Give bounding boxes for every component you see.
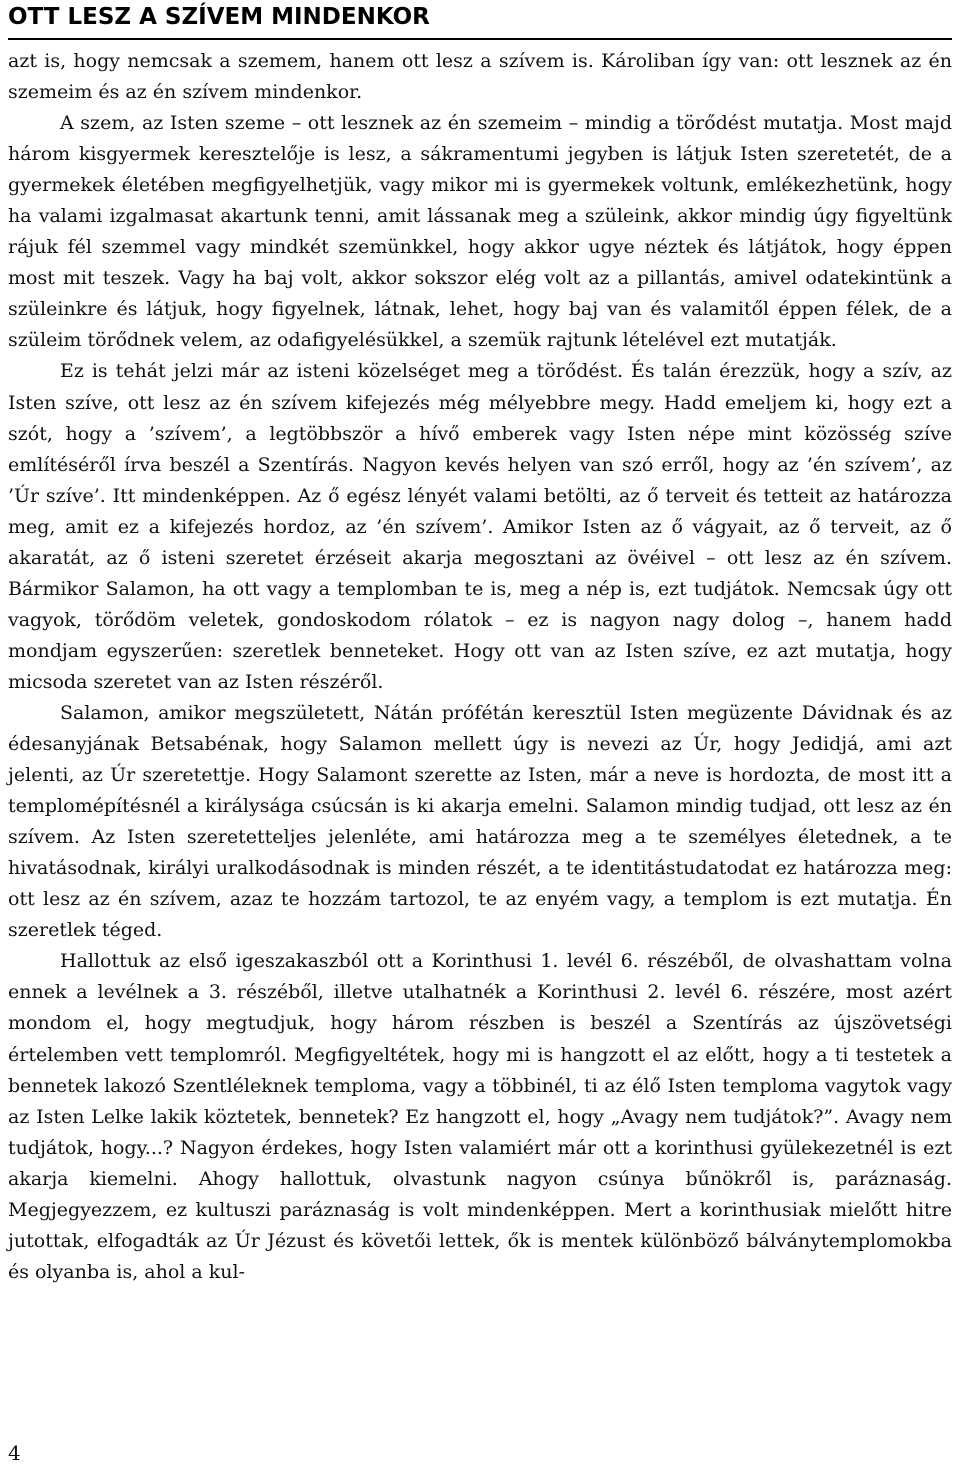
paragraph: azt is, hogy nemcsak a szemem, hanem ott lesz a szívem is. Károliban így van: ott lesznek az én szemeim és az én szívem mindenkor. (8, 50, 952, 104)
paragraph: Hallottuk az első igeszakaszból ott a Korinthusi 1. levél 6. részéből, de olvashattam volna ennek a levélnek a 3. részéből, illetve utalhatnék a Korinthusi 2. levél 6. részére, most azért mondom el, hogy megtudjuk, hogy három részben is beszél a Szentírás az újszövetségi értelemben vett templomról. Megfigyeltétek, hogy mi is hangzott el az előtt, hogy a ti testetek a bennetek lakozó Szentléleknek temploma, vagy a többinél, ti az élő Isten temploma vagytok vagy az Isten Lelke lakik köztetek, bennetek? Ez hangzott el, hogy „Avagy nem tudjátok?”. Avagy nem tudjátok, hogy...? Nagyon érdekes, hogy Isten valamiért már ott a korinthusi gyülekezetnél is ezt akarja kiemelni. Ahogy hallottuk, olvastunk nagyon csúnya bűnökről is, paráznaság. Megjegyezzem, ez kultuszi paráznaság is volt mindenképpen. Mert a korinthusiak mielőtt hitre jutottak, elfogadták az Úr Jézust és követői lettek, ők is mentek különböző bálványtemplomokba és olyanba is, ahol a kul- (8, 950, 952, 1283)
page-header (8, 0, 952, 40)
page-title: OTT LESZ A SZÍVEM MINDENKOR (8, 4, 430, 30)
body-text (8, 46, 952, 1288)
paragraph: A szem, az Isten szeme – ott lesznek az én szemeim – mindig a törődést mutatja. Most majd három kisgyermek keresztelője is lesz, a sákramentumi jegyben is látjuk Isten szeretetét, de a gyermekek életében megfigyelhetjük, vagy mikor mi is gyermekek voltunk, emlékezhetünk, hogy ha valami izgalmasat akartunk tenni, amit lássanak meg a szüleink, akkor mindig úgy figyeltünk rájuk fél szemmel vagy mindkét szemünkkel, hogy akkor ugye néztek és látjátok, hogy éppen most mit teszek. Vagy ha baj volt, akkor sokszor elég volt az a pillantás, amivel odatekintünk a szüleinkre és látjuk, hogy figyelnek, látnak, lehet, hogy baj van és valamitől éppen félek, de a szüleim törődnek velem, az odafigyelésükkel, a szemük rajtunk lételével ezt mutatják. (8, 112, 952, 352)
paragraph: Salamon, amikor megszületett, Nátán prófétán keresztül Isten megüzente Dávidnak és az édesanyjának Betsabénak, hogy Salamon mellett úgy is nevezi az Úr, hogy Jedidjá, ami azt jelenti, az Úr szeretettje. Hogy Salamont szerette az Isten, már a neve is hordozta, de most itt a templomépítésnél a királysága csúcsán is ki akarja emelni. Salamon mindig tudjad, ott lesz az én szívem. Az Isten szeretetteljes jelenléte, ami határozza meg a te személyes életednek, a te hivatásodnak, királyi uralkodásodnak is minden részét, a te identitástudatodat ez határozza meg: ott lesz az én szívem, azaz te hozzám tartozol, te az enyém vagy, a templom is ezt mutatja. Én szeretlek téged. (8, 701, 952, 942)
page-number: 4 (8, 1441, 21, 1465)
paragraph: Ez is tehát jelzi már az isteni közelséget meg a törődést. És talán érezzük, hogy a szív, az Isten szíve, ott lesz az én szívem kifejezés még mélyebbre megy. Hadd emeljem ki, hogy ezt a szót, hogy a ’szívem’, a legtöbbször a hívő emberek vagy Isten népe mint közösség szíve említéséről írva beszél a Szentírás. Nagyon kevés helyen van szó erről, hogy az ’én szívem’, az ’Úr szíve’. Itt mindenképpen. Az ő egész lényét valami betölti, az ő terveit és tetteit az határozza meg, amit ez a kifejezés hordoz, az ’én szívem’. Amikor Isten az ő vágyait, az ő terveit, az ő akaratát, az ő isteni szeretet érzéseit akarja megosztani az övéivel – ott lesz az én szívem. Bármikor Salamon, ha ott vagy a templomban te is, meg a nép is, ezt tudjátok. Nemcsak úgy ott vagyok, törődöm veletek, gondoskodom rólatok – ez is nagyon nagy dolog –, hanem hadd mondjam egyszerűen: szeretlek benneteket. Hogy ott van az Isten szíve, ez azt mutatja, hogy micsoda szeretet van az Isten részéről. (8, 360, 952, 693)
